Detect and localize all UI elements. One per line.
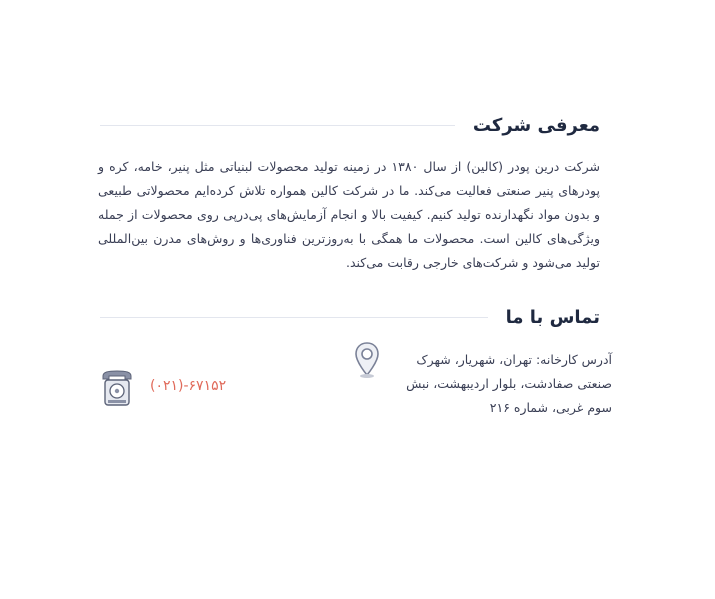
about-section-header (100, 112, 600, 138)
contact-title: تماس با ما (505, 306, 600, 328)
phone-number[interactable]: (۰۲۱)-۶۷۱۵۲ (150, 378, 227, 394)
telephone-icon (100, 368, 134, 408)
contact-divider (100, 317, 488, 318)
contact-section-header (100, 304, 600, 330)
about-divider (100, 125, 455, 126)
location-pin-icon (352, 340, 382, 380)
factory-address: آدرس کارخانه: تهران، شهریار، شهرک صنعتی صفادشت، بلوار اردیبهشت، نبش سوم غربی، شماره ۲۱۶ (406, 352, 612, 415)
about-body: شرکت درین پودر (کالین) از سال ۱۳۸۰ در زمینه تولید محصولات لبنیاتی مثل پنیر، خامه، کره و پودرهای پنیر صنعتی فعالیت می‌کند. ما در شرکت کالین همواره تلاش کرده‌ایم محصولاتی طبیعی و بدون مواد نگهدارنده تولید کنیم. کیفیت بالا و انجام آزمایش‌های پی‌درپی روی محصولات از جمله ویژگی‌های کالین است. محصولات ما همگی با به‌روزترین فناوری‌ها و روش‌های مدرن بین‌المللی تولید می‌شود و شرکت‌های خارجی رقابت می‌کند. (98, 159, 600, 270)
about-title: معرفی شرکت (472, 114, 600, 136)
